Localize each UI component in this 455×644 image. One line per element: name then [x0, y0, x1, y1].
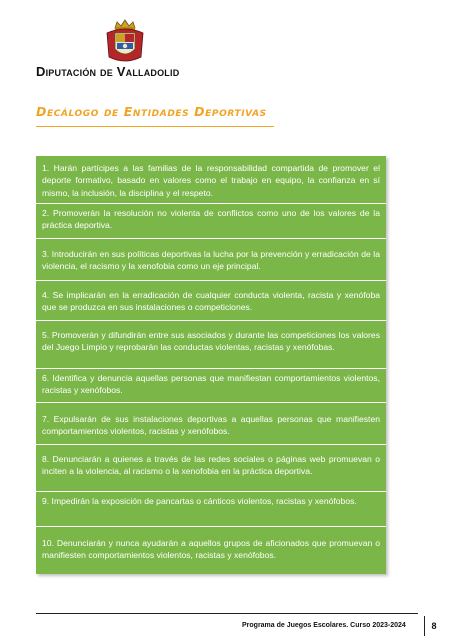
- divider: [36, 280, 386, 281]
- list-item: 5. Promoverán y difundirán entre sus asociados y durante las competiciones los valores del Juego Limpio y reprobarán las conductas violentas, racistas y xenófobas.: [42, 330, 380, 353]
- page-number: 8: [424, 616, 443, 636]
- divider: [36, 526, 386, 527]
- footer-divider: [36, 613, 418, 614]
- coat-of-arms-logo: [103, 19, 147, 67]
- divider: [36, 444, 386, 445]
- list-item: 6. Identifica y denuncia aquellas personas que manifiestan comportamientos violentos, racistas y xenófobos.: [42, 373, 380, 396]
- title-underline: [36, 126, 274, 127]
- list-item: 10. Denunciarán y nunca ayudarán a aquellos grupos de aficionados que promuevan o manifiesten comportamientos violentos, racistas y xenófobos.: [42, 538, 380, 561]
- list-item: 2. Promoverán la resolución no violenta de conflictos como uno de los valores de la práctica deportiva.: [42, 208, 380, 231]
- divider: [36, 203, 386, 204]
- list-item: 8. Denunciarán a quienes a través de las redes sociales o páginas web promuevan o inciten a la violencia, al racismo o la xenofobia en la práctica deportiva.: [42, 454, 380, 477]
- list-item: 4. Se implicarán en la erradicación de cualquier conducta violenta, racista y xenófoba que se produzca en sus instalaciones o competiciones.: [42, 290, 380, 313]
- divider: [36, 402, 386, 403]
- footer-text: Programa de Juegos Escolares. Curso 2023-2024: [242, 622, 406, 629]
- list-item: 3. Introducirán en sus políticas deportivas la lucha por la prevención y erradicación de la violencia, el racismo y la xenofobia como un eje principal.: [42, 249, 380, 272]
- decalogue-box: [36, 156, 386, 574]
- organization-name: Diputación de Valladolid: [36, 64, 180, 79]
- divider: [36, 491, 386, 492]
- divider: [36, 238, 386, 239]
- list-item: 9. Impedirán la exposición de pancartas o cánticos violentos, racistas y xenófobos.: [42, 496, 357, 506]
- page-title: Decálogo de Entidades Deportivas: [36, 104, 267, 119]
- divider: [36, 368, 386, 369]
- list-item: 7. Expulsarán de sus instalaciones deportivas a aquellas personas que manifiesten comportamientos violentos, racistas y xenófobos.: [42, 414, 380, 437]
- divider: [36, 320, 386, 321]
- list-item: 1. Harán partícipes a las familias de la responsabilidad compartida de promover el deporte formativo, basado en valores como el trabajo en equipo, la confianza en sí mismo, la inclusión, la disciplina y el respeto.: [42, 163, 380, 198]
